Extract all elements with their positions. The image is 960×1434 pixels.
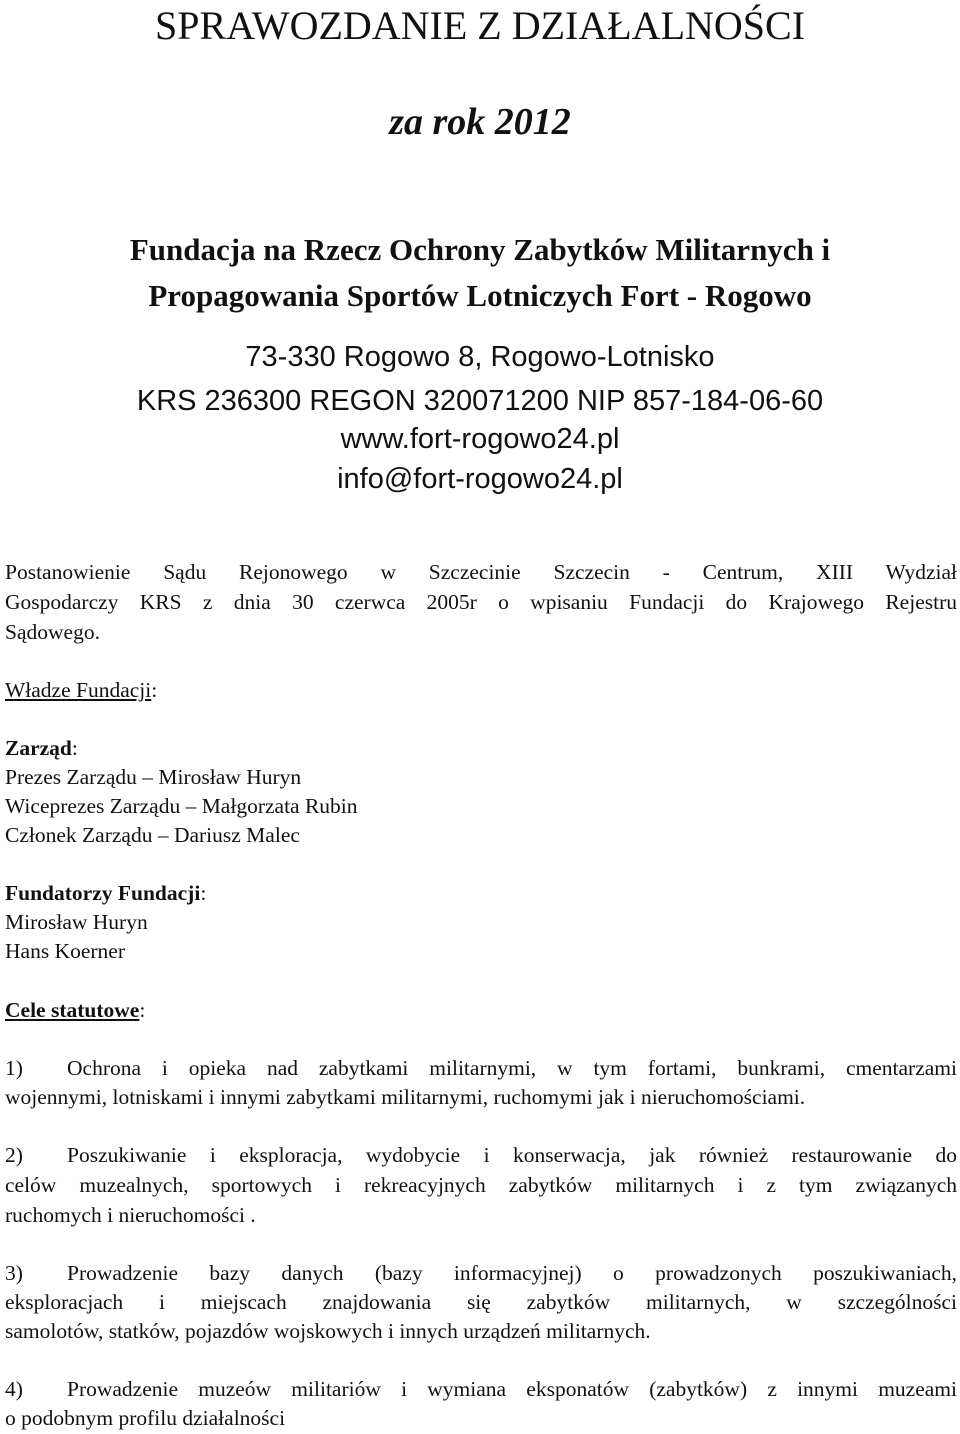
goal-4-line-1 [5,1374,957,1404]
goal-number: 2) [5,1143,23,1167]
goal-1-line-2: wojennymi, lotniskami i innymi zabytkami militarnymi, ruchomymi jak i nieruchomościami. [5,1085,806,1109]
registry-numbers: KRS 236300 REGON 320071200 NIP 857-184-06-60 [136,385,824,417]
founders-heading-label: Fundatorzy Fundacji [5,881,201,905]
founders-heading [5,878,206,908]
goals-heading [5,995,145,1025]
goal-2-line-2: celów muzealnych, sportowych i rekreacyjnych zabytków militarnych i z tym związanych [5,1173,957,1197]
email-link[interactable]: info@fort-rogowo24.pl [337,463,623,495]
goal-number: 1) [5,1056,23,1080]
authorities-heading-label: Władze Fundacji [5,678,152,702]
organization-name-line-1: Fundacja na Rzecz Ochrony Zabytków Militarnych i [129,232,831,267]
goal-4-text: Prowadzenie muzeów militariów i wymiana eksponatów (zabytków) z innymi muzeami [67,1377,957,1401]
authorities-heading-colon: : [151,678,158,702]
goal-number: 3) [5,1261,23,1285]
goal-2-line-1 [5,1140,957,1170]
goal-2-line-3: ruchomych i nieruchomości . [5,1203,256,1227]
registration-line-2: Gospodarczy KRS z dnia 30 czerwca 2005r o wpisaniu Fundacji do Krajowego Rejestru [5,590,957,614]
goals-heading-colon: : [139,998,146,1022]
authorities-heading [5,675,157,705]
goal-3-line-2: eksploracjach i miejscach znajdowania się zabytków militarnych, w szczególności [5,1290,957,1314]
board-member-vice-president: Wiceprezes Zarządu – Małgorzata Rubin [5,794,358,818]
board-heading [5,733,78,763]
goal-number: 4) [5,1377,23,1401]
address: 73-330 Rogowo 8, Rogowo-Lotnisko [245,341,715,373]
founder-name: Hans Koerner [5,939,125,963]
goal-3-line-3: samolotów, statków, pojazdów wojskowych i innych urządzeń militarnych. [5,1319,651,1343]
board-member-president: Prezes Zarządu – Mirosław Huryn [5,765,302,789]
founder-name: Mirosław Huryn [5,910,148,934]
registration-line-1: Postanowienie Sądu Rejonowego w Szczecinie Szczecin - Centrum, XIII Wydział [5,560,957,584]
goals-heading-label: Cele statutowe [5,998,140,1022]
board-heading-label: Zarząd [5,736,72,760]
board-heading-colon: : [71,736,78,760]
organization-name-line-2: Propagowania Sportów Lotniczych Fort - Rogowo [148,278,812,313]
goal-1-text: Ochrona i opieka nad zabytkami militarnymi, w tym fortami, bunkrami, cmentarzami [67,1056,957,1080]
goal-2-text: Poszukiwanie i eksploracja, wydobycie i konserwacja, jak również restaurowanie do [67,1143,957,1167]
board-member: Członek Zarządu – Dariusz Malec [5,823,300,847]
founders-heading-colon: : [200,881,207,905]
goal-4-line-2: o podobnym profilu działalności [5,1406,286,1430]
website-link[interactable]: www.fort-rogowo24.pl [340,423,620,455]
goal-3-line-1 [5,1258,957,1288]
registration-line-3: Sądowego. [5,620,100,644]
document-title: SPRAWOZDANIE Z DZIAŁALNOŚCI [154,3,806,48]
document-subtitle: za rok 2012 [389,101,571,143]
goal-1-line-1 [5,1053,957,1083]
goal-3-text: Prowadzenie bazy danych (bazy informacyjnej) o prowadzonych poszukiwaniach, [67,1261,957,1285]
